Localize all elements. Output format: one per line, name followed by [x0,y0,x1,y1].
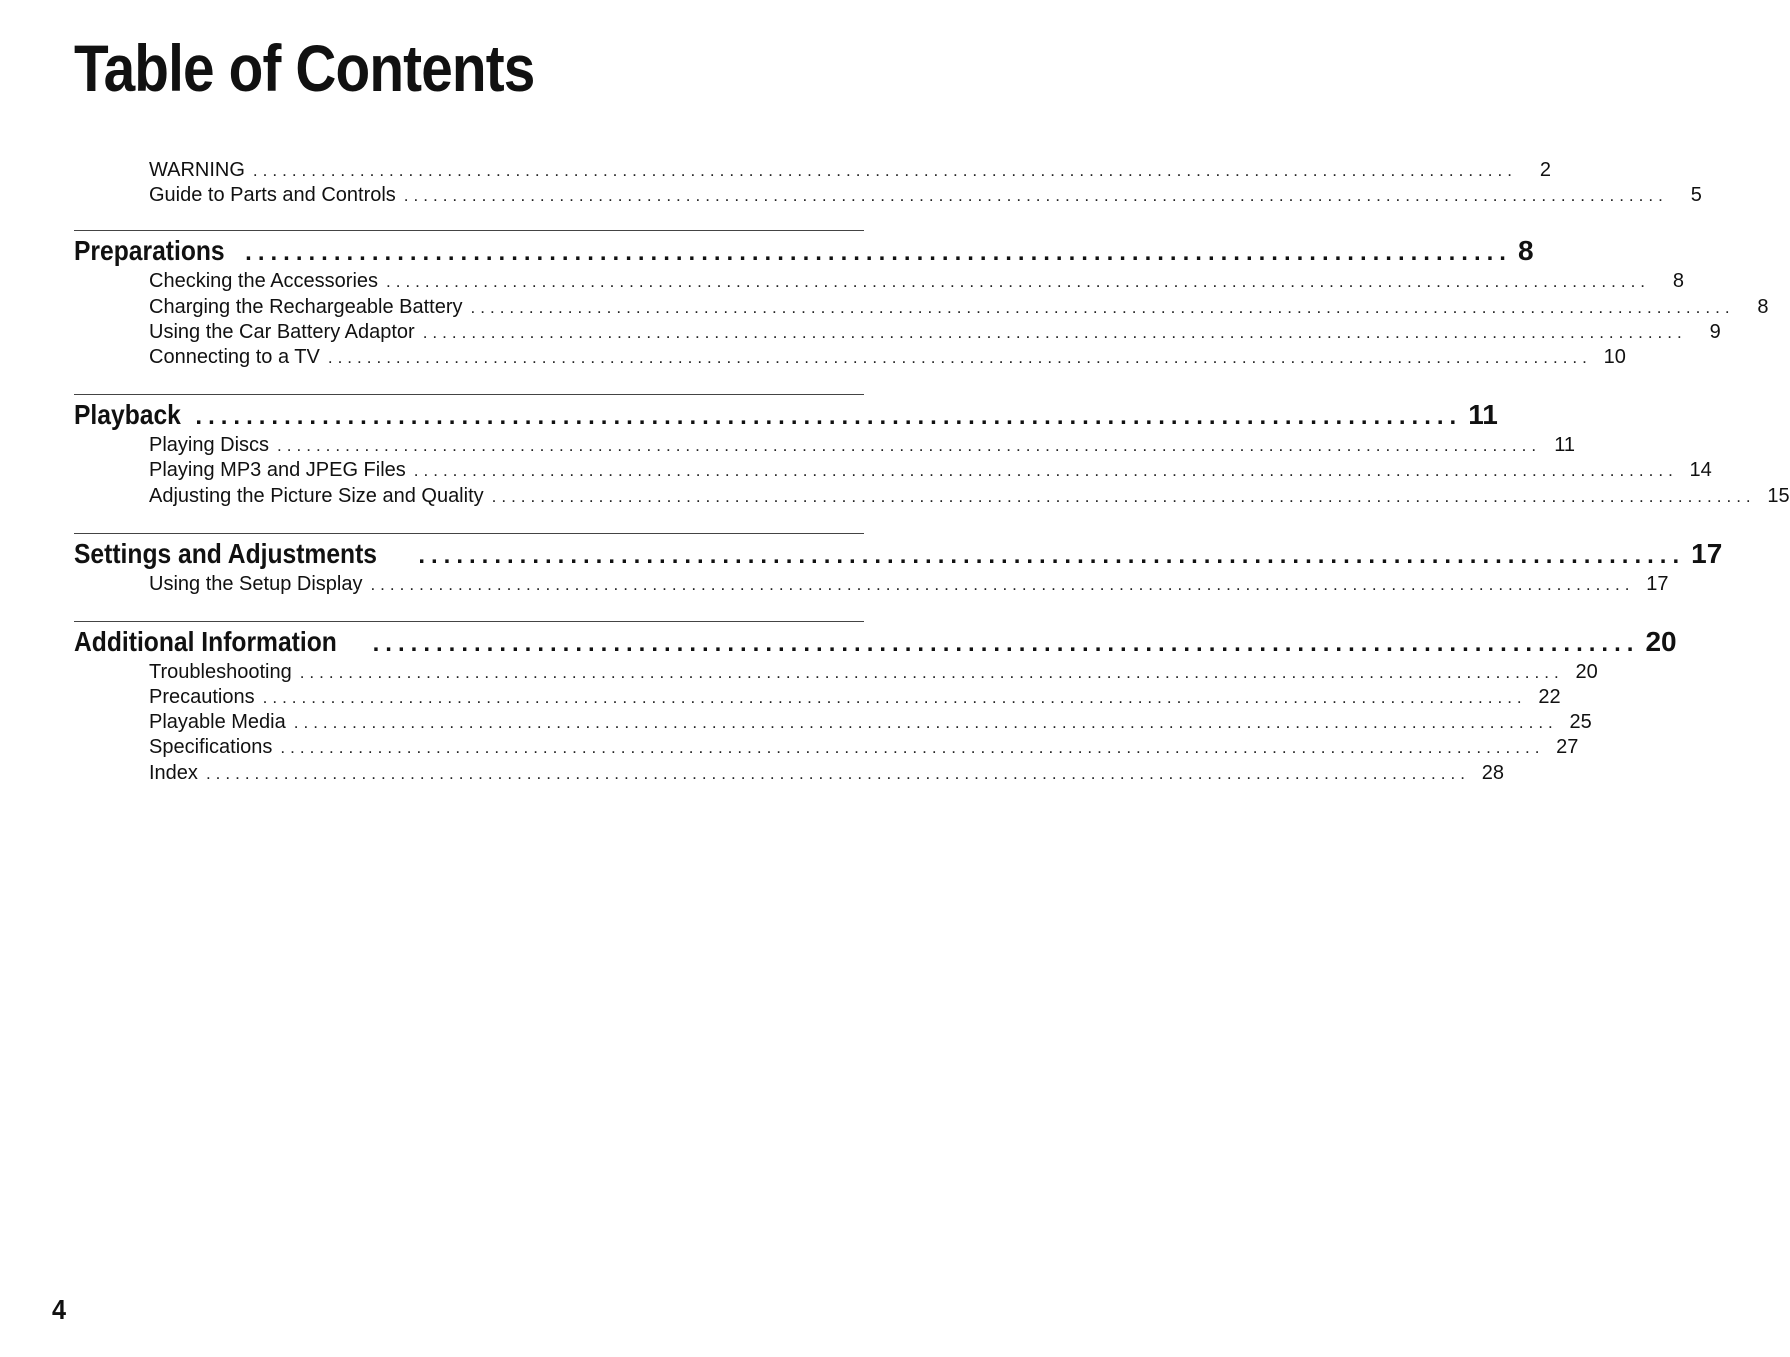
toc-entry-label: Precautions [149,686,255,709]
section-entries [149,433,1790,515]
toc-entry-page: 5 [1690,184,1702,207]
section-heading-label: Settings and Adjustments [74,537,378,569]
toc-entry-precautions[interactable] [149,685,1561,710]
dot-leader: .................................................................................................................................. [491,486,1756,506]
toc-entry-page: 17 [1646,572,1669,595]
dot-leader: .................................................................................................................................. [277,436,1542,456]
toc-entry-index[interactable] [149,761,1504,786]
dot-leader: .................................................................................................................................. [413,461,1678,481]
toc-entry-page: 14 [1689,459,1712,482]
dot-leader: .................................................................................................................................. [470,297,1735,317]
dot-leader: .................................................................................................................................. [386,272,1651,292]
section-heading-label: Playback [74,399,181,431]
dot-leader: .................................................................................................... [245,239,1512,267]
toc-entry-page: 22 [1538,686,1561,709]
toc-entry-page: 9 [1709,320,1721,343]
section-settings-adjustments [74,533,1723,603]
section-heading-label: Additional Information [74,625,337,657]
toc-entry-page: 27 [1556,736,1579,759]
dot-leader: .................................................................................................................................. [280,738,1545,758]
toc-entry-page: 8 [1757,295,1769,318]
toc-entry-label: Using the Car Battery Adaptor [149,320,415,343]
toc-entry-page: 25 [1569,711,1592,734]
toc-entry-connecting-tv[interactable] [149,345,1626,370]
toc-entry-label: Playing MP3 and JPEG Files [149,459,406,482]
toc-entry-page: 15 [1767,484,1790,507]
dot-leader: .................................................................................................................................. [403,186,1668,206]
dot-leader: .................................................................................................... [195,403,1463,431]
toc-entry-page: 11 [1554,434,1576,457]
dot-leader: .................................................................................................................................. [205,763,1470,783]
dot-leader: .................................................................................................................................. [299,662,1564,682]
page-title: Table of Contents [74,31,535,105]
section-heading-preparations[interactable] [74,233,1534,269]
toc-entry-playable-media[interactable] [149,710,1592,735]
toc-entry-charging-battery[interactable] [149,295,1769,320]
dot-leader: .................................................................................................................................. [422,322,1687,342]
toc-entry-car-battery-adaptor[interactable] [149,320,1721,345]
toc-entry-warning[interactable] [149,158,1551,183]
section-heading-additional-information[interactable] [74,624,1677,660]
toc-entry-label: Adjusting the Picture Size and Quality [149,484,484,507]
dot-leader: .................................................................................................................................. [252,161,1517,180]
toc-entry-label: Playable Media [149,711,286,734]
page-number: 4 [52,1294,67,1325]
section-heading-page: 20 [1645,625,1677,657]
section-heading-page: 11 [1468,399,1498,431]
dot-leader: .................................................................................................................................. [370,574,1635,594]
toc-entry-specifications[interactable] [149,735,1579,760]
toc-entry-setup-display[interactable] [149,572,1669,597]
toc-entry-label: Specifications [149,736,273,759]
intro-entries [149,158,1702,214]
toc-entry-guide-to-parts[interactable] [149,183,1702,208]
toc-entry-label: Using the Setup Display [149,572,363,595]
table-of-contents [74,158,1790,792]
toc-entry-label: Checking the Accessories [149,270,379,293]
dot-leader: .................................................................................................... [418,541,1686,569]
section-playback [74,394,1790,515]
toc-entry-playing-mp3-jpeg[interactable] [149,458,1712,483]
toc-entry-label: Connecting to a TV [149,345,320,368]
toc-entry-label: Index [149,761,198,784]
toc-entry-label: Troubleshooting [149,660,292,683]
toc-entry-adjusting-picture[interactable] [149,484,1790,509]
toc-entry-page: 28 [1481,761,1504,784]
toc-entry-page: 20 [1575,660,1598,683]
section-preparations [74,230,1769,376]
dot-leader: .................................................................................................... [372,629,1640,657]
toc-entry-page: 8 [1672,270,1685,293]
section-heading-page: 17 [1691,537,1723,569]
section-heading-playback[interactable] [74,397,1498,433]
toc-entry-label: Guide to Parts and Controls [149,184,396,207]
toc-entry-troubleshooting[interactable] [149,660,1598,685]
toc-entry-page: 2 [1539,159,1551,181]
toc-entry-checking-accessories[interactable] [149,269,1685,294]
section-entries [149,269,1769,376]
toc-entry-label: Charging the Rechargeable Battery [149,295,463,318]
section-entries [149,572,1669,603]
section-heading-settings-adjustments[interactable] [74,536,1723,572]
dot-leader: .................................................................................................................................. [293,713,1558,733]
toc-entry-playing-discs[interactable] [149,433,1576,458]
section-additional-information [74,621,1677,792]
section-heading-label: Preparations [74,235,225,267]
dot-leader: .................................................................................................................................. [327,347,1592,367]
dot-leader: .................................................................................................................................. [262,688,1527,708]
section-entries [149,660,1598,792]
toc-entry-page: 10 [1603,345,1626,368]
toc-entry-label: WARNING [149,159,245,181]
toc-entry-label: Playing Discs [149,434,270,457]
section-heading-page: 8 [1517,235,1534,267]
